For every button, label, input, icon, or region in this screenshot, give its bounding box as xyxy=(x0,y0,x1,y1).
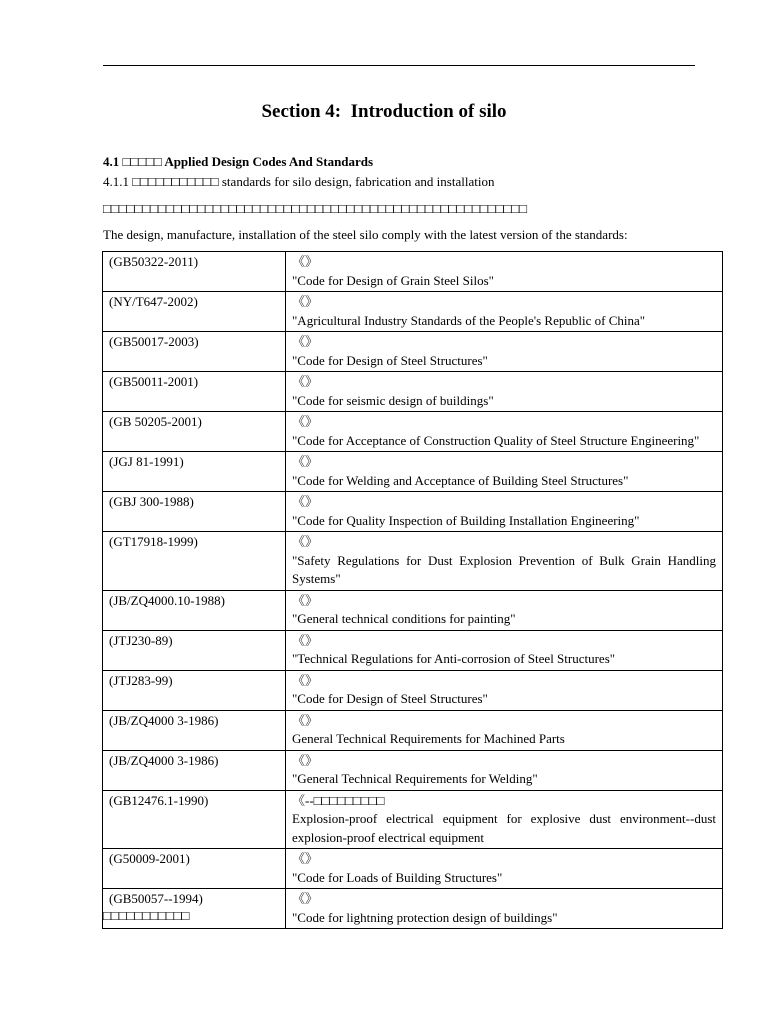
table-row xyxy=(103,252,723,292)
standard-code: (GB12476.1-1990) xyxy=(103,790,286,849)
standard-code: (GB50057--1994) xyxy=(103,889,286,929)
subheading-number: 4.1.1 xyxy=(103,174,129,189)
table-row xyxy=(103,849,723,889)
standard-cn-title: 《》 xyxy=(292,294,319,309)
table-row xyxy=(103,710,723,750)
heading-en: Applied Design Codes And Standards xyxy=(164,154,374,169)
standard-title-cell xyxy=(286,630,723,670)
standard-title-cell xyxy=(286,532,723,591)
standard-cn-title: 《》 xyxy=(292,851,319,866)
standard-en-title: "Code for Welding and Acceptance of Building Steel Structures" xyxy=(292,472,629,488)
standard-cn-title: 《》 xyxy=(292,891,319,906)
standard-title-cell xyxy=(286,372,723,412)
standard-title-cell xyxy=(286,889,723,929)
heading-number: 4.1 xyxy=(103,154,120,169)
table-row xyxy=(103,790,723,849)
standard-title-cell xyxy=(286,670,723,710)
standard-en-title: "Agricultural Industry Standards of the People's Republic of China" xyxy=(292,312,646,328)
standard-title-cell xyxy=(286,252,723,292)
standard-cn-title: 《》 xyxy=(292,454,319,469)
standard-cn-title: 《》 xyxy=(292,374,319,389)
standard-code: (GB50322-2011) xyxy=(103,252,286,292)
standard-code: (GB 50205-2001) xyxy=(103,412,286,452)
section-title: Section 4: Introduction of silo xyxy=(261,101,507,122)
header-rule xyxy=(103,65,695,66)
table-row xyxy=(103,590,723,630)
standard-en-title: "Code for seismic design of buildings" xyxy=(292,392,494,408)
footer-chinese-text: □□□□□□□□□□□ xyxy=(103,908,190,923)
standard-en-title: "Code for lightning protection design of buildings" xyxy=(292,909,558,925)
standard-en-title: "Code for Quality Inspection of Building Installation Engineering" xyxy=(292,512,640,528)
subheading-4-1-1 xyxy=(103,173,494,191)
table-row xyxy=(103,452,723,492)
standard-cn-title: 《》 xyxy=(292,632,319,648)
standard-en-title: "General technical conditions for painting" xyxy=(292,611,516,626)
heading-cn: □□□□□ xyxy=(122,154,162,169)
table-row xyxy=(103,889,723,929)
standard-code: (JTJ230-89) xyxy=(103,630,286,670)
standard-cn-title: 《》 xyxy=(292,592,319,608)
standard-code: (JB/ZQ4000 3-1986) xyxy=(103,750,286,790)
standard-en-title: Explosion-proof electrical equipment for explosive dust environment--dust explosion-proof electrical equipment xyxy=(292,811,716,845)
table-row xyxy=(103,532,723,591)
standard-title-cell xyxy=(286,790,723,849)
standard-title-cell xyxy=(286,849,723,889)
table-row xyxy=(103,332,723,372)
standard-cn-title: 《》 xyxy=(292,672,319,688)
standard-code: (JB/ZQ4000.10-1988) xyxy=(103,590,286,630)
standard-en-title: "Code for Design of Grain Steel Silos" xyxy=(292,272,494,288)
table-row xyxy=(103,670,723,710)
standard-en-title: "Technical Regulations for Anti-corrosion of Steel Structures" xyxy=(292,651,616,666)
table-row xyxy=(103,292,723,332)
standards-table xyxy=(102,251,723,929)
standard-cn-title: 《》 xyxy=(292,334,319,349)
standard-code: (NY/T647-2002) xyxy=(103,292,286,332)
standard-cn-title: 《--□□□□□□□□□ xyxy=(292,792,385,808)
intro-paragraph: The design, manufacture, installation of the steel silo comply with the latest version of the standards: xyxy=(103,227,628,242)
standard-title-cell xyxy=(286,710,723,750)
standard-en-title: "General Technical Requirements for Welding" xyxy=(292,771,538,786)
standard-code: (JGJ 81-1991) xyxy=(103,452,286,492)
standard-title-cell xyxy=(286,492,723,532)
standard-code: (JB/ZQ4000 3-1986) xyxy=(103,710,286,750)
subheading-cn: □□□□□□□□□□□ xyxy=(132,174,219,189)
standard-code: (GB50011-2001) xyxy=(103,372,286,412)
standard-title-cell xyxy=(286,452,723,492)
standard-cn-title: 《》 xyxy=(292,494,319,509)
standard-en-title: General Technical Requirements for Machined Parts xyxy=(292,731,565,746)
standard-en-title: "Code for Acceptance of Construction Quality of Steel Structure Engineering" xyxy=(292,432,700,448)
standard-title-cell xyxy=(286,750,723,790)
table-row xyxy=(103,372,723,412)
standard-cn-title: 《》 xyxy=(292,534,319,549)
table-row xyxy=(103,750,723,790)
standard-code: (GB50017-2003) xyxy=(103,332,286,372)
table-row xyxy=(103,412,723,452)
standard-en-title: "Code for Loads of Building Structures" xyxy=(292,869,503,885)
standard-en-title: "Safety Regulations for Dust Explosion Prevention of Bulk Grain Handling Systems" xyxy=(292,552,716,586)
standard-code: (G50009-2001) xyxy=(103,849,286,889)
standard-cn-title: 《》 xyxy=(292,752,319,768)
chinese-paragraph: □□□□□□□□□□□□□□□□□□□□□□□□□□□□□□□□□□□□□□□□□□□□□□□□□□□□□□ xyxy=(103,201,528,216)
standard-title-cell xyxy=(286,412,723,452)
standard-title-cell xyxy=(286,332,723,372)
standard-cn-title: 《》 xyxy=(292,712,319,728)
standard-cn-title: 《》 xyxy=(292,254,319,269)
table-row xyxy=(103,492,723,532)
table-row xyxy=(103,630,723,670)
standard-code: (JTJ283-99) xyxy=(103,670,286,710)
standard-title-cell xyxy=(286,590,723,630)
standard-en-title: "Code for Design of Steel Structures" xyxy=(292,691,488,706)
standard-title-cell xyxy=(286,292,723,332)
standard-en-title: "Code for Design of Steel Structures" xyxy=(292,352,488,368)
standard-code: (GT17918-1999) xyxy=(103,532,286,591)
heading-4-1 xyxy=(103,153,373,171)
standard-cn-title: 《》 xyxy=(292,414,319,429)
standard-code: (GBJ 300-1988) xyxy=(103,492,286,532)
subheading-en: standards for silo design, fabrication and installation xyxy=(221,174,495,189)
